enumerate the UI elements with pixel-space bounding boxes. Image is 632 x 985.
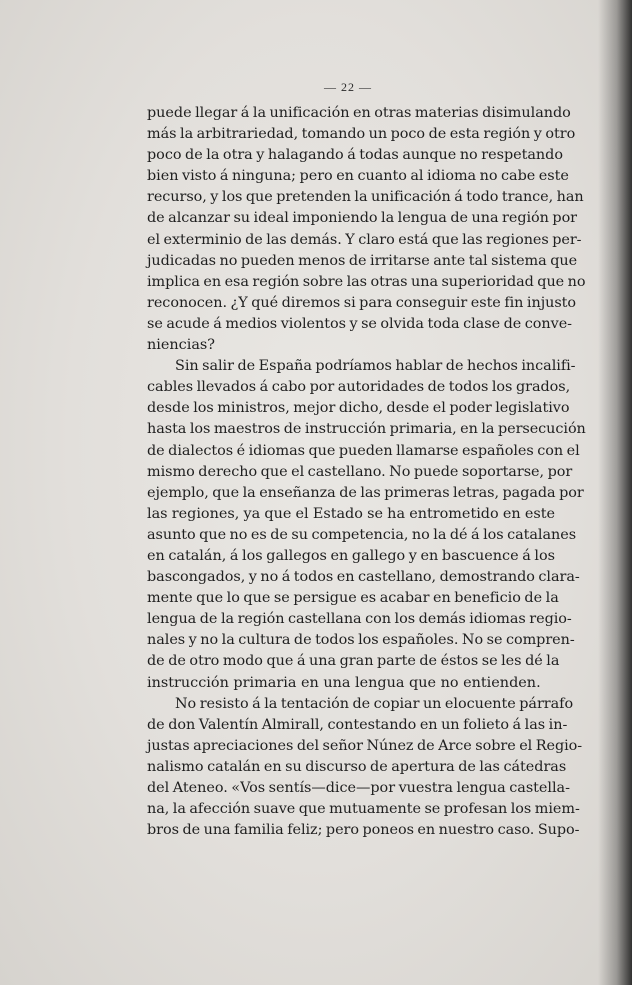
text-line: na, la afección suave que mutuamente se profesan los miem- <box>147 801 580 818</box>
text-line: bien visto á ninguna; pero en cuanto al idioma no cabe este <box>147 168 569 185</box>
spine-shadow <box>598 0 632 985</box>
text-line: más la arbitrariedad, tomando un poco de esta región y otro <box>147 126 576 143</box>
text-line: de alcanzar su ideal imponiendo la lengua de una región por <box>147 210 578 227</box>
text-line: nalismo catalán en su discurso de apertura de las cátedras <box>147 758 567 775</box>
text-line: hasta los maestros de instrucción primaria, en la persecución <box>147 421 586 438</box>
text-line: implica en esa región sobre las otras una superioridad que no <box>147 273 586 290</box>
text-line: lengua de la región castellana con los demás idiomas regio- <box>147 611 572 628</box>
text-line: No resisto á la tentación de copiar un elocuente párrafo <box>175 695 574 712</box>
text-line: recurso, y los que pretenden la unificación á todo trance, han <box>147 189 584 206</box>
body-text <box>147 103 586 841</box>
text-line: de de otro modo que á una gran parte de éstos se les dé la <box>147 653 560 670</box>
text-line: de dialectos é idiomas que pueden llamarse españoles con el <box>147 442 580 459</box>
text-line: instrucción primaria en una lengua que no entienden. <box>147 674 541 691</box>
text-line: el exterminio de las demás. Y claro está que las regiones per- <box>147 231 582 248</box>
text-line: reconocen. ¿Y qué diremos si para conseguir este fin injusto <box>147 294 577 311</box>
text-line: poco de la otra y halagando á todas aunque no respetando <box>147 147 563 164</box>
text-line: cables llevados á cabo por autoridades de todos los grados, <box>147 379 571 396</box>
text-line: mismo derecho que el castellano. No puede soportarse, por <box>147 463 573 480</box>
text-line: las regiones, ya que el Estado se ha entrometido en este <box>147 505 555 522</box>
text-line: desde los ministros, mejor dicho, desde el poder legislativo <box>147 400 570 417</box>
text-line: niencias? <box>147 337 215 354</box>
text-line: justas apreciaciones del señor Núnez de Arce sobre el Regio- <box>147 737 583 754</box>
text-line: judicadas no pueden menos de irritarse ante tal sistema que <box>147 252 578 269</box>
text-line: puede llegar á la unificación en otras materias disimulando <box>147 105 571 121</box>
text-line: bascongados, y no á todos en castellano, demostrando clara- <box>147 569 580 586</box>
text-line: de don Valentín Almirall, contestando en un folieto á las in- <box>147 716 568 733</box>
text-line: bros de una familia feliz; pero poneos en nuestro caso. Supo- <box>147 822 580 839</box>
text-line: en catalán, á los gallegos en gallego y en bascuence á los <box>147 547 555 564</box>
text-line: mente que lo que se persigue es acabar en beneficio de la <box>147 590 559 607</box>
text-line: asunto que no es de su competencia, no la dé á los catalanes <box>147 526 577 543</box>
text-line: ejemplo, que la enseñanza de las primeras letras, pagada por <box>147 484 584 501</box>
text-line: Sin salir de España podríamos hablar de hechos incalifi- <box>175 358 576 375</box>
text-line: del Ateneo. «Vos sentís—dice—por vuestra lengua castella- <box>147 780 570 796</box>
text-line: nales y no la cultura de todos los españoles. No se compren- <box>147 632 575 649</box>
page-number: — 22 — <box>324 80 372 94</box>
text-line: se acude á medios violentos y se olvida toda clase de conve- <box>147 315 573 332</box>
